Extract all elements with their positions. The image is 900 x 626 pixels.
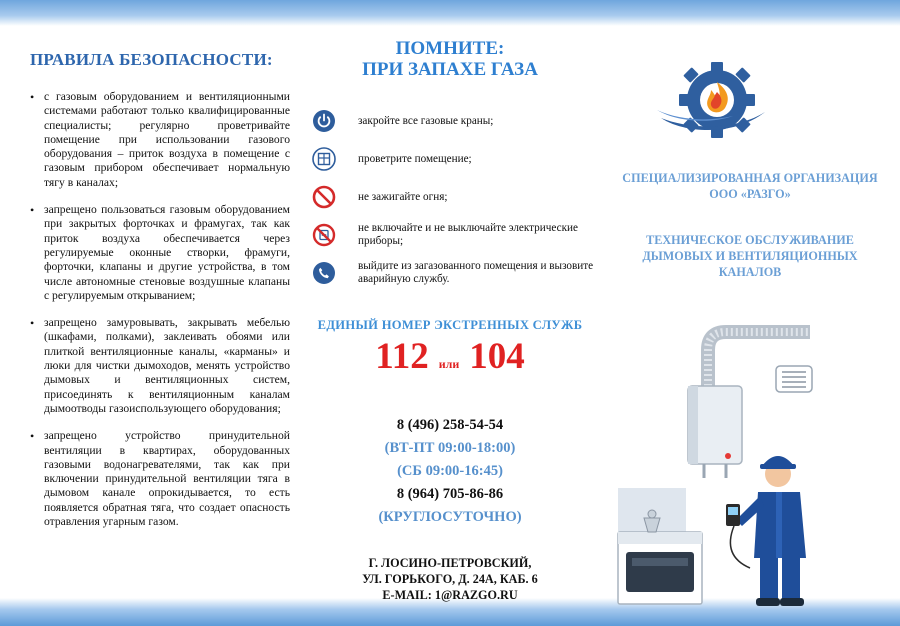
remember-title bbox=[300, 38, 600, 80]
rule-item bbox=[30, 203, 290, 303]
emergency-number-112: 112 bbox=[375, 336, 429, 377]
emergency-number-104: 104 bbox=[469, 336, 525, 377]
bullet-icon: • bbox=[30, 316, 35, 331]
bullet-icon: • bbox=[30, 429, 35, 444]
technician-illustration bbox=[600, 306, 900, 606]
bullet-icon: • bbox=[30, 203, 35, 218]
emergency-title: ЕДИНЫЙ НОМЕР ЭКСТРЕННЫХ СЛУЖБ bbox=[317, 318, 583, 332]
service-line: ДЫМОВЫХ И ВЕНТИЛЯЦИОННЫХ bbox=[642, 249, 858, 263]
contacts-block bbox=[300, 414, 600, 529]
organization-line: СПЕЦИАЛИЗИРОВАННАЯ ОРГАНИЗАЦИЯ bbox=[622, 171, 878, 185]
phone-number: 8 (496) 258-54-54 bbox=[396, 417, 504, 433]
address-line: Г. ЛОСИНО-ПЕТРОВСКИЙ, bbox=[368, 556, 532, 570]
service-line: КАНАЛОВ bbox=[718, 265, 782, 279]
rule-text: с газовым оборудованием и вентиляционными системами работают только квалифицированные специалисты; регулярно проветривайте помещение при использовании газового оборудования – приток воздуха в помещение с газовым прибором обеспечивает нормальную тягу в каналах; bbox=[44, 90, 290, 189]
rule-text: запрещено замуровывать, закрывать мебелью (шкафами, полками), заклеивать обоями или плиткой вентиляционные каналы, «карманы» и люки для чистки дымоходов, менять устройство дымовых и вентиляционных систем, присоединять к вентиляционным каналам дымоотводы газоиспользующего оборудования; bbox=[44, 316, 290, 415]
bullet-icon: • bbox=[30, 90, 35, 104]
working-hours: (КРУГЛОСУТОЧНО) bbox=[378, 509, 522, 525]
email-line: E-MAIL: 1@RAZGO.RU bbox=[382, 588, 518, 602]
service-line: ТЕХНИЧЕСКОЕ ОБСЛУЖИВАНИЕ bbox=[646, 233, 854, 247]
phone-number: 8 (964) 705-86-86 bbox=[396, 486, 504, 502]
working-hours: (ВТ-ПТ 09:00-18:00) bbox=[384, 440, 516, 456]
safety-rules-panel bbox=[0, 26, 300, 598]
remember-title-line1: ПОМНИТЕ: bbox=[395, 38, 505, 59]
phone-icon bbox=[312, 261, 336, 285]
action-close-valves bbox=[312, 102, 600, 140]
action-no-electric bbox=[312, 216, 600, 254]
gas-smell-panel bbox=[300, 26, 600, 602]
rule-item bbox=[30, 429, 290, 529]
service-description bbox=[600, 232, 900, 280]
no-fire-icon bbox=[312, 185, 336, 209]
rule-text: запрещено устройство принудительной вентиляции в квартирах, оборудованных газовыми водонагревателями, так как при включении принудительной вентиляции тяга в дымовом канале опрокидывается, то есть появляется обратная тяга, что создает опасность отравления угарным газом. bbox=[44, 429, 290, 529]
safety-rules-title: ПРАВИЛА БЕЗОПАСНОСТИ: bbox=[30, 50, 273, 69]
action-text: не зажигайте огня; bbox=[358, 190, 448, 203]
gas-actions-list bbox=[300, 102, 600, 292]
action-text: закройте все газовые краны; bbox=[358, 114, 494, 127]
no-electric-icon bbox=[312, 223, 336, 247]
remember-title-line2: ПРИ ЗАПАХЕ ГАЗА bbox=[362, 59, 538, 80]
window-icon bbox=[312, 147, 336, 171]
action-call-emergency bbox=[312, 254, 600, 292]
working-hours: (СБ 09:00-16:45) bbox=[397, 463, 503, 479]
rule-item bbox=[30, 90, 290, 190]
action-no-fire bbox=[312, 178, 600, 216]
top-gradient-band bbox=[0, 0, 900, 26]
address-block bbox=[300, 555, 600, 603]
organization-line: ООО «РАЗГО» bbox=[709, 187, 791, 201]
company-logo-icon bbox=[655, 52, 770, 144]
address-line: УЛ. ГОРЬКОГО, Д. 24А, КАБ. 6 bbox=[362, 572, 538, 586]
rule-text: запрещено пользоваться газовым оборудованием при закрытых форточках и фрамугах, так как приток воздуха обеспечивается через регулируемые оконные створки, фрамуги, форточки, клапаны и другие устройства, в том числе автономные стеновые воздушные клапаны с регулируемым открыванием; bbox=[44, 203, 290, 302]
rule-item bbox=[30, 316, 290, 416]
organization-panel bbox=[600, 26, 900, 598]
organization-name bbox=[600, 170, 900, 202]
emergency-numbers bbox=[300, 335, 600, 378]
safety-rules-list bbox=[30, 90, 290, 529]
power-icon bbox=[312, 109, 336, 133]
action-text: не включайте и не выключайте электрические приборы; bbox=[358, 222, 578, 247]
emergency-or: или bbox=[438, 356, 460, 371]
action-text: проветрите помещение; bbox=[358, 152, 472, 165]
action-ventilate bbox=[312, 140, 600, 178]
action-text: выйдите из загазованного помещения и вызовите аварийную службу. bbox=[358, 260, 594, 285]
